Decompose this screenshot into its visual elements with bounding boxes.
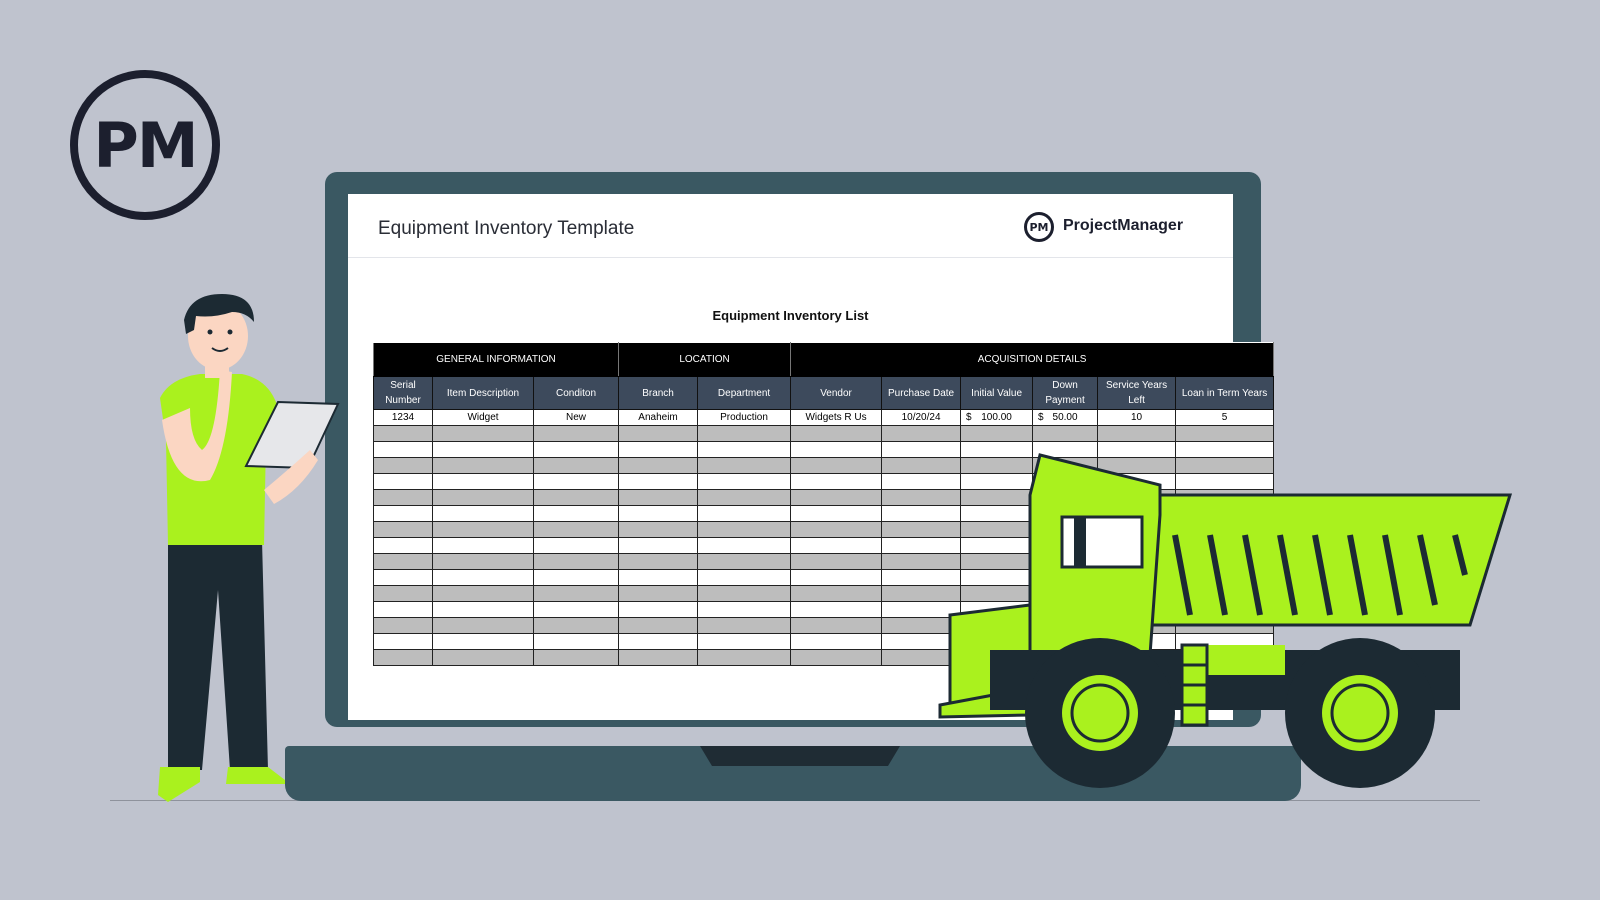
empty-cell[interactable] xyxy=(619,442,698,458)
cell-service-years-left[interactable]: 10 xyxy=(1098,410,1176,426)
pm-logo: PM xyxy=(70,70,220,220)
empty-cell[interactable] xyxy=(698,538,791,554)
empty-cell[interactable] xyxy=(619,586,698,602)
col-branch: Branch xyxy=(619,377,698,410)
table-row xyxy=(374,410,1274,426)
empty-cell[interactable] xyxy=(433,570,534,586)
empty-cell[interactable] xyxy=(698,426,791,442)
empty-cell[interactable] xyxy=(433,490,534,506)
empty-cell[interactable] xyxy=(791,538,882,554)
empty-cell[interactable] xyxy=(433,586,534,602)
col-down-payment: Down Payment xyxy=(1033,377,1098,410)
currency-symbol: $ xyxy=(966,412,972,423)
col-condition: Conditon xyxy=(534,377,619,410)
empty-cell[interactable] xyxy=(698,490,791,506)
empty-cell[interactable] xyxy=(791,426,882,442)
empty-cell[interactable] xyxy=(698,474,791,490)
empty-cell[interactable] xyxy=(534,618,619,634)
empty-cell[interactable] xyxy=(619,602,698,618)
empty-cell[interactable] xyxy=(791,458,882,474)
empty-cell[interactable] xyxy=(619,458,698,474)
brand-logo-icon: PM xyxy=(1024,212,1054,242)
document-header xyxy=(348,194,1233,258)
empty-cell[interactable] xyxy=(698,554,791,570)
empty-cell[interactable] xyxy=(882,474,961,490)
empty-cell[interactable] xyxy=(698,650,791,666)
col-department: Department xyxy=(698,377,791,410)
empty-cell[interactable] xyxy=(791,570,882,586)
group-general-information: GENERAL INFORMATION xyxy=(374,343,619,377)
empty-cell[interactable] xyxy=(791,506,882,522)
cell-down-payment[interactable] xyxy=(1033,410,1098,426)
empty-cell[interactable] xyxy=(698,442,791,458)
empty-cell[interactable] xyxy=(698,570,791,586)
cell-purchase-date[interactable]: 10/20/24 xyxy=(882,410,961,426)
empty-cell[interactable] xyxy=(374,426,433,442)
col-initial-value: Initial Value xyxy=(961,377,1033,410)
empty-cell[interactable] xyxy=(433,602,534,618)
empty-cell[interactable] xyxy=(619,426,698,442)
empty-cell[interactable] xyxy=(374,554,433,570)
cell-initial-value[interactable] xyxy=(961,410,1033,426)
empty-cell[interactable] xyxy=(374,490,433,506)
empty-cell[interactable] xyxy=(698,506,791,522)
empty-cell[interactable] xyxy=(882,570,961,586)
empty-cell[interactable] xyxy=(791,474,882,490)
list-title: Equipment Inventory List xyxy=(712,308,869,323)
empty-cell[interactable] xyxy=(433,650,534,666)
empty-cell[interactable] xyxy=(791,490,882,506)
cell-condition[interactable]: New xyxy=(534,410,619,426)
empty-cell[interactable] xyxy=(619,554,698,570)
empty-cell[interactable] xyxy=(698,586,791,602)
table-row xyxy=(374,426,1274,442)
empty-cell[interactable] xyxy=(961,426,1033,442)
empty-cell[interactable] xyxy=(534,506,619,522)
empty-cell[interactable] xyxy=(534,474,619,490)
empty-cell[interactable] xyxy=(619,538,698,554)
cell-serial[interactable]: 1234 xyxy=(374,410,433,426)
empty-cell[interactable] xyxy=(433,458,534,474)
empty-cell[interactable] xyxy=(619,570,698,586)
empty-cell[interactable] xyxy=(698,458,791,474)
empty-cell[interactable] xyxy=(433,522,534,538)
empty-cell[interactable] xyxy=(534,634,619,650)
empty-cell[interactable] xyxy=(534,554,619,570)
down-payment-amount: 50.00 xyxy=(1052,412,1078,423)
brand-name: ProjectManager xyxy=(1063,217,1184,234)
empty-cell[interactable] xyxy=(534,442,619,458)
empty-cell[interactable] xyxy=(882,442,961,458)
document-title: Equipment Inventory Template xyxy=(378,218,635,239)
col-vendor: Vendor xyxy=(791,377,882,410)
empty-cell[interactable] xyxy=(882,506,961,522)
empty-cell[interactable] xyxy=(374,586,433,602)
empty-cell[interactable] xyxy=(374,538,433,554)
person-with-tablet-illustration xyxy=(150,290,350,815)
group-acquisition-details: ACQUISITION DETAILS xyxy=(791,343,1274,377)
empty-cell[interactable] xyxy=(534,522,619,538)
empty-cell[interactable] xyxy=(433,538,534,554)
empty-cell[interactable] xyxy=(534,490,619,506)
empty-cell[interactable] xyxy=(433,506,534,522)
empty-cell[interactable] xyxy=(791,634,882,650)
cell-item[interactable]: Widget xyxy=(433,410,534,426)
cell-department[interactable]: Production xyxy=(698,410,791,426)
empty-cell[interactable] xyxy=(374,522,433,538)
empty-cell[interactable] xyxy=(619,506,698,522)
col-purchase-date: Purchase Date xyxy=(882,377,961,410)
empty-cell[interactable] xyxy=(534,602,619,618)
empty-cell[interactable] xyxy=(619,634,698,650)
empty-cell[interactable] xyxy=(1176,426,1274,442)
empty-cell[interactable] xyxy=(374,602,433,618)
empty-cell[interactable] xyxy=(534,586,619,602)
empty-cell[interactable] xyxy=(374,650,433,666)
empty-cell[interactable] xyxy=(882,522,961,538)
group-location: LOCATION xyxy=(619,343,791,377)
empty-cell[interactable] xyxy=(374,634,433,650)
empty-cell[interactable] xyxy=(1033,426,1098,442)
empty-cell[interactable] xyxy=(374,474,433,490)
empty-cell[interactable] xyxy=(374,618,433,634)
group-header-row xyxy=(374,343,1274,377)
empty-cell[interactable] xyxy=(882,458,961,474)
col-loan-term-years: Loan in Term Years xyxy=(1176,377,1274,410)
empty-cell[interactable] xyxy=(433,426,534,442)
empty-cell[interactable] xyxy=(534,458,619,474)
empty-cell[interactable] xyxy=(534,570,619,586)
col-serial-number: Serial Number xyxy=(374,377,433,410)
empty-cell[interactable] xyxy=(698,602,791,618)
initial-value-amount: 100.00 xyxy=(981,412,1012,423)
empty-cell[interactable] xyxy=(882,426,961,442)
empty-cell[interactable] xyxy=(619,474,698,490)
empty-cell[interactable] xyxy=(619,650,698,666)
empty-cell[interactable] xyxy=(791,442,882,458)
empty-cell[interactable] xyxy=(619,490,698,506)
empty-cell[interactable] xyxy=(791,618,882,634)
empty-cell[interactable] xyxy=(374,442,433,458)
empty-cell[interactable] xyxy=(619,522,698,538)
empty-cell[interactable] xyxy=(698,634,791,650)
empty-cell[interactable] xyxy=(433,442,534,458)
col-item-description: Item Description xyxy=(433,377,534,410)
column-header-row xyxy=(374,377,1274,410)
empty-cell[interactable] xyxy=(791,602,882,618)
cell-vendor[interactable]: Widgets R Us xyxy=(791,410,882,426)
dump-truck-illustration xyxy=(950,455,1550,805)
empty-cell[interactable] xyxy=(433,634,534,650)
empty-cell[interactable] xyxy=(374,458,433,474)
empty-cell[interactable] xyxy=(433,474,534,490)
cell-loan-term-years[interactable]: 5 xyxy=(1176,410,1274,426)
laptop-notch xyxy=(700,746,900,766)
empty-cell[interactable] xyxy=(619,618,698,634)
empty-cell[interactable] xyxy=(374,506,433,522)
empty-cell[interactable] xyxy=(698,522,791,538)
empty-cell[interactable] xyxy=(433,554,534,570)
empty-cell[interactable] xyxy=(433,618,534,634)
empty-cell[interactable] xyxy=(791,586,882,602)
empty-cell[interactable] xyxy=(374,570,433,586)
empty-cell[interactable] xyxy=(882,586,961,602)
empty-cell[interactable] xyxy=(791,522,882,538)
empty-cell[interactable] xyxy=(534,538,619,554)
empty-cell[interactable] xyxy=(1098,426,1176,442)
empty-cell[interactable] xyxy=(791,650,882,666)
empty-cell[interactable] xyxy=(882,490,961,506)
currency-symbol: $ xyxy=(1038,412,1044,423)
empty-cell[interactable] xyxy=(698,618,791,634)
empty-cell[interactable] xyxy=(534,426,619,442)
col-service-years-left: Service Years Left xyxy=(1098,377,1176,410)
empty-cell[interactable] xyxy=(882,554,961,570)
empty-cell[interactable] xyxy=(534,650,619,666)
empty-cell[interactable] xyxy=(882,538,961,554)
cell-branch[interactable]: Anaheim xyxy=(619,410,698,426)
empty-cell[interactable] xyxy=(791,554,882,570)
